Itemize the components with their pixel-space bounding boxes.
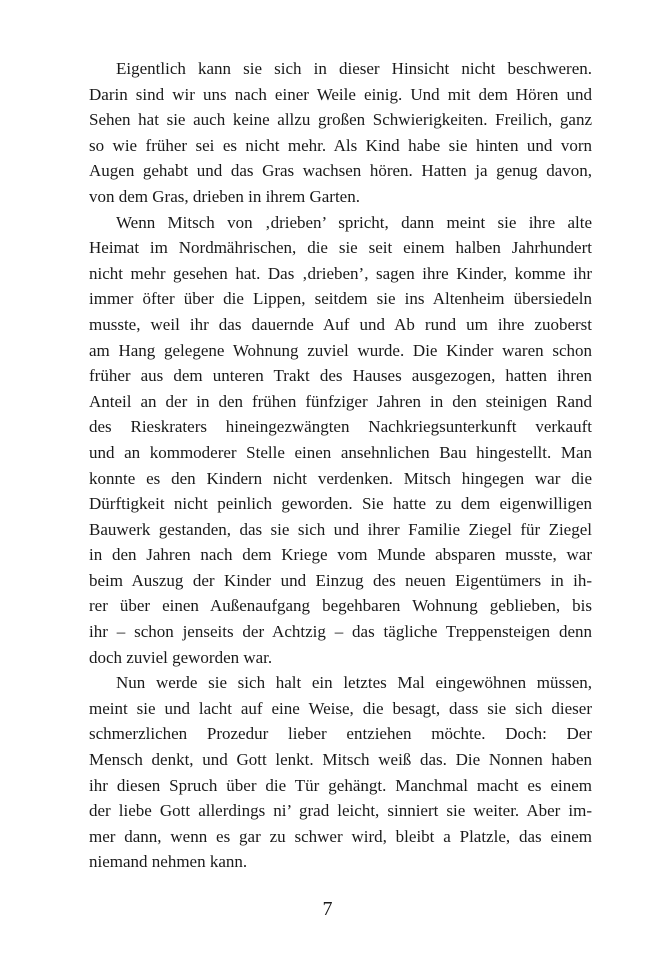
text-line: des Rieskraters hineingezwängten Nachkriegsunterkunft verkauft: [89, 417, 592, 437]
text-line: Dürftigkeit nicht peinlich geworden. Sie hatte zu dem eigenwilligen: [89, 494, 592, 514]
text-line: Mensch denkt, und Gott lenkt. Mitsch weiß das. Die Nonnen haben: [89, 750, 592, 770]
text-line: rer über einen Außenaufgang begehbaren Wohnung geblieben, bis: [89, 596, 592, 616]
text-line: mer dann, wenn es gar zu schwer wird, bleibt a Platzle, das einem: [89, 826, 592, 846]
text-line: Sehen hat sie auch keine allzu großen Schwierigkeiten. Freilich, ganz: [89, 110, 592, 130]
text-line: früher aus dem unteren Trakt des Hauses ausgezogen, hatten ihren: [89, 366, 592, 386]
page-number: 7: [322, 898, 333, 920]
text-line: doch zuviel geworden war.: [89, 647, 273, 667]
text-line: konnte es den Kindern nicht verdenken. Mitsch hingegen war die: [89, 468, 592, 488]
text-line: am Hang gelegene Wohnung zuviel wurde. Die Kinder waren schon: [89, 340, 592, 360]
text-line: Nun werde sie sich halt ein letztes Mal eingewöhnen müssen,: [116, 673, 592, 693]
text-line: Heimat im Nordmährischen, die sie seit einem halben Jahrhundert: [89, 238, 592, 258]
text-line: meint sie und lacht auf eine Weise, die besagt, dass sie sich dieser: [89, 698, 592, 718]
text-line: der liebe Gott allerdings ni’ grad leicht, sinniert sie weiter. Aber im-: [89, 801, 592, 821]
paragraph: [62, 210, 592, 671]
text-line: von dem Gras, drieben in ihrem Garten.: [89, 186, 360, 206]
text-line: in den Jahren nach dem Kriege vom Munde absparen musste, war: [89, 545, 592, 565]
text-line: Wenn Mitsch von ‚drieben’ spricht, dann meint sie ihre alte: [116, 212, 592, 232]
text-line: schmerzlichen Prozedur lieber entziehen möchte. Doch: Der: [89, 724, 592, 744]
text-line: Eigentlich kann sie sich in dieser Hinsicht nicht beschweren.: [116, 59, 592, 78]
body-text: [62, 56, 592, 875]
text-line: musste, weil ihr das dauernde Auf und Ab rund um ihre zuoberst: [89, 314, 592, 334]
text-line: Augen gehabt und das Gras wachsen hören. Hatten ja genug davon,: [89, 161, 592, 181]
text-line: Darin sind wir uns nach einer Weile einig. Und mit dem Hören und: [89, 84, 592, 104]
text-line: niemand nehmen kann.: [89, 852, 248, 872]
text-line: Bauwerk gestanden, das sie sich und ihrer Familie Ziegel für Ziegel: [89, 519, 592, 539]
text-line: nicht mehr gesehen hat. Das ‚drieben’, sagen ihre Kinder, komme ihr: [89, 263, 592, 283]
paragraph: [62, 670, 592, 875]
text-line: immer öfter über die Lippen, seitdem sie ins Altenheim übersiedeln: [89, 289, 592, 309]
paragraph: [62, 56, 592, 210]
text-line: so wie früher sei es nicht mehr. Als Kind habe sie hinten und vorn: [89, 135, 592, 155]
text-line: Anteil an der in den frühen fünfziger Jahren in den steinigen Rand: [89, 391, 592, 411]
text-line: und an kommoderer Stelle einen ansehnlichen Bau hingestellt. Man: [89, 442, 592, 462]
text-line: ihr diesen Spruch über die Tür gehängt. Manchmal macht es einem: [89, 775, 592, 795]
text-line: beim Auszug der Kinder und Einzug des neuen Eigentümers in ih-: [89, 570, 592, 590]
text-line: ihr – schon jenseits der Achtzig – das tägliche Treppensteigen denn: [89, 622, 592, 642]
